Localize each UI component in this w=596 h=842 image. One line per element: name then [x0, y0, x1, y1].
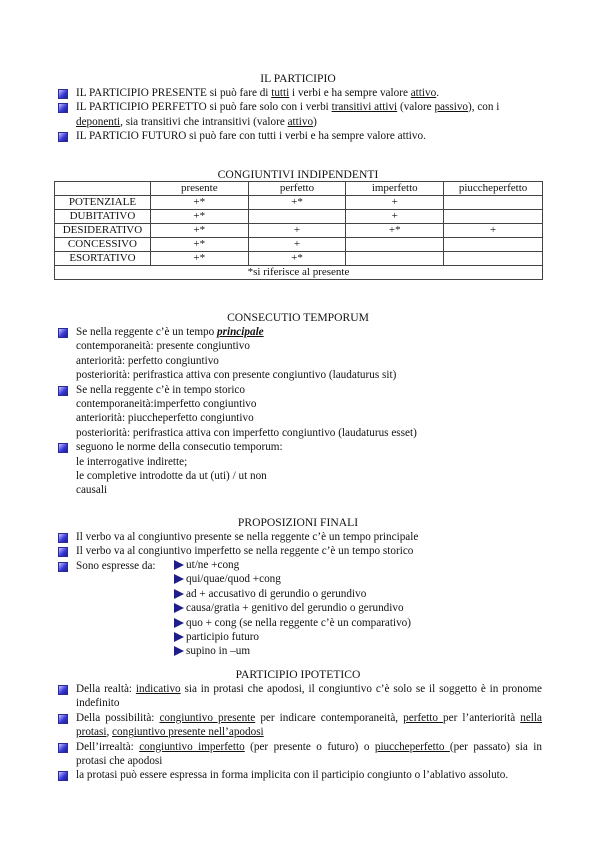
bullet-icon — [58, 386, 68, 396]
section-title-participio: IL PARTICIPIO — [260, 72, 336, 85]
table-cell: POTENZIALE — [55, 196, 151, 210]
section-title-consecutio: CONSECUTIO TEMPORUM — [227, 311, 369, 324]
table-cell: +* — [346, 224, 444, 238]
consecutio-line: le interrogative indirette; — [76, 455, 188, 468]
table-cell: DESIDERATIVO — [55, 224, 151, 238]
table-cell: + — [248, 238, 346, 252]
arrow-list-item: ut/ne +cong — [174, 558, 411, 572]
table-header: imperfetto — [346, 182, 444, 196]
table-cell: +* — [150, 196, 248, 210]
table-cell: + — [346, 210, 444, 224]
consecutio-line: anteriorità: piuccheperfetto congiuntivo — [76, 412, 254, 425]
table-cell: +* — [150, 252, 248, 266]
table-cell: +* — [248, 196, 346, 210]
bullet-icon — [58, 103, 68, 113]
arrow-icon — [174, 574, 184, 584]
arrow-list-item: ad + accusativo di gerundio o gerundivo — [174, 587, 411, 601]
section-title-finali: PROPOSIZIONI FINALI — [237, 516, 359, 529]
ipotetico-section — [58, 682, 542, 783]
consecutio-item-1: Se nella reggente c’è un tempo principale — [58, 325, 542, 339]
arrow-list-item: supino in –um — [174, 644, 411, 658]
arrow-list-item: qui/quae/quod +cong — [174, 572, 411, 586]
table-cell: DUBITATIVO — [55, 210, 151, 224]
finali-arrow-list — [174, 558, 411, 659]
bullet-icon — [58, 89, 68, 99]
consecutio-line: le completive introdotte da ut (uti) / ut non — [76, 470, 267, 483]
table-cell — [444, 196, 543, 210]
consecutio-line: posteriorità: perifrastica attiva con presente congiuntivo (laudaturus sit) — [76, 369, 397, 382]
participio-item-1: IL PARTICIPIO PRESENTE si può fare di tutti i verbi e ha sempre valore attivo. — [58, 86, 542, 100]
table-header: piuccheperfetto — [444, 182, 543, 196]
arrow-icon — [174, 560, 184, 570]
arrow-list-item: participio futuro — [174, 630, 411, 644]
consecutio-item-3: seguono le norme della consecutio temporum: — [58, 440, 542, 454]
arrow-icon — [174, 632, 184, 642]
table-cell: CONCESSIVO — [55, 238, 151, 252]
ipotetico-item-1: Della realtà: indicativo sia in protasi che apodosi, il congiuntivo c’è solo se il soggetto è in pronome indefinito — [58, 682, 542, 711]
arrow-list-item: quo + cong (se nella reggente c’è un comparativo) — [174, 616, 411, 630]
participio-item-2: IL PARTICIPIO PERFETTO si può fare solo con i verbi transitivi attivi (valore passivo), con i deponenti, sia transitivi che intransitivi (valore attivo) — [58, 100, 542, 129]
table-cell — [444, 210, 543, 224]
bullet-icon — [58, 328, 68, 338]
table-row — [55, 238, 543, 252]
consecutio-line: anteriorità: perfetto congiuntivo — [76, 354, 219, 367]
section-title-congiuntivi: CONGIUNTIVI INDIPENDENTI — [217, 168, 379, 181]
table-header: presente — [150, 182, 248, 196]
congiuntivi-table — [54, 181, 543, 280]
section-title-ipotetico: PARTICIPIO IPOTETICO — [235, 668, 361, 681]
table-cell — [248, 210, 346, 224]
finali-item-2: Il verbo va al congiuntivo imperfetto se nella reggente c’è un tempo storico — [58, 544, 542, 558]
table-cell: +* — [150, 210, 248, 224]
table-cell: + — [248, 224, 346, 238]
table-cell: +* — [150, 238, 248, 252]
arrow-icon — [174, 603, 184, 613]
table-cell — [346, 238, 444, 252]
bullet-icon — [58, 685, 68, 695]
consecutio-section — [58, 325, 542, 498]
bullet-icon — [58, 562, 68, 572]
table-cell — [346, 252, 444, 266]
bullet-icon — [58, 771, 68, 781]
bullet-icon — [58, 547, 68, 557]
ipotetico-item-3: Dell’irrealtà: congiuntivo imperfetto (per presente o futuro) o piuccheperfetto (per passato) sia in protasi che apodosi — [58, 740, 542, 769]
arrow-icon — [174, 618, 184, 628]
consecutio-line: contemporaneità:imperfetto congiuntivo — [76, 398, 257, 411]
table-cell: +* — [150, 224, 248, 238]
arrow-list-item: causa/gratia + genitivo del gerundio o gerundivo — [174, 601, 411, 615]
table-cell: ESORTATIVO — [55, 252, 151, 266]
consecutio-line: posteriorità: perifrastica attiva con imperfetto congiuntivo (laudaturus esset) — [76, 426, 417, 439]
table-header-row — [55, 182, 543, 196]
table-footnote: *si riferisce al presente — [55, 266, 543, 280]
table-header — [55, 182, 151, 196]
bullet-icon — [58, 714, 68, 724]
arrow-icon — [174, 646, 184, 656]
bullet-icon — [58, 743, 68, 753]
consecutio-item-2: Se nella reggente c’è in tempo storico — [58, 383, 542, 397]
bullet-icon — [58, 533, 68, 543]
table-cell: + — [444, 224, 543, 238]
finali-item-3: Sono espresse da: — [58, 559, 542, 573]
table-header: perfetto — [248, 182, 346, 196]
table-cell: +* — [248, 252, 346, 266]
table-cell — [444, 252, 543, 266]
consecutio-line: causali — [76, 484, 108, 497]
finali-item-1: Il verbo va al congiuntivo presente se nella reggente c’è un tempo principale — [58, 530, 542, 544]
table-row — [55, 210, 543, 224]
table-row — [55, 252, 543, 266]
arrow-icon — [174, 589, 184, 599]
participio-item-3: IL PARTICIO FUTURO si può fare con tutti i verbi e ha sempre valore attivo. — [58, 129, 542, 143]
table-row — [55, 224, 543, 238]
table-cell: + — [346, 196, 444, 210]
consecutio-line: contemporaneità: presente congiuntivo — [76, 340, 250, 353]
table-row — [55, 196, 543, 210]
table-cell — [444, 238, 543, 252]
participio-section — [58, 86, 542, 144]
ipotetico-item-2: Della possibilità: congiuntivo presente per indicare contemporaneità, perfetto per l’anteriorità nella protasi, congiuntivo presente nell’apodosi — [58, 711, 542, 740]
bullet-icon — [58, 443, 68, 453]
table-footnote-row — [55, 266, 543, 280]
ipotetico-item-4: la protasi può essere espressa in forma implicita con il participio congiunto o l’ablativo assoluto. — [58, 768, 542, 782]
bullet-icon — [58, 132, 68, 142]
